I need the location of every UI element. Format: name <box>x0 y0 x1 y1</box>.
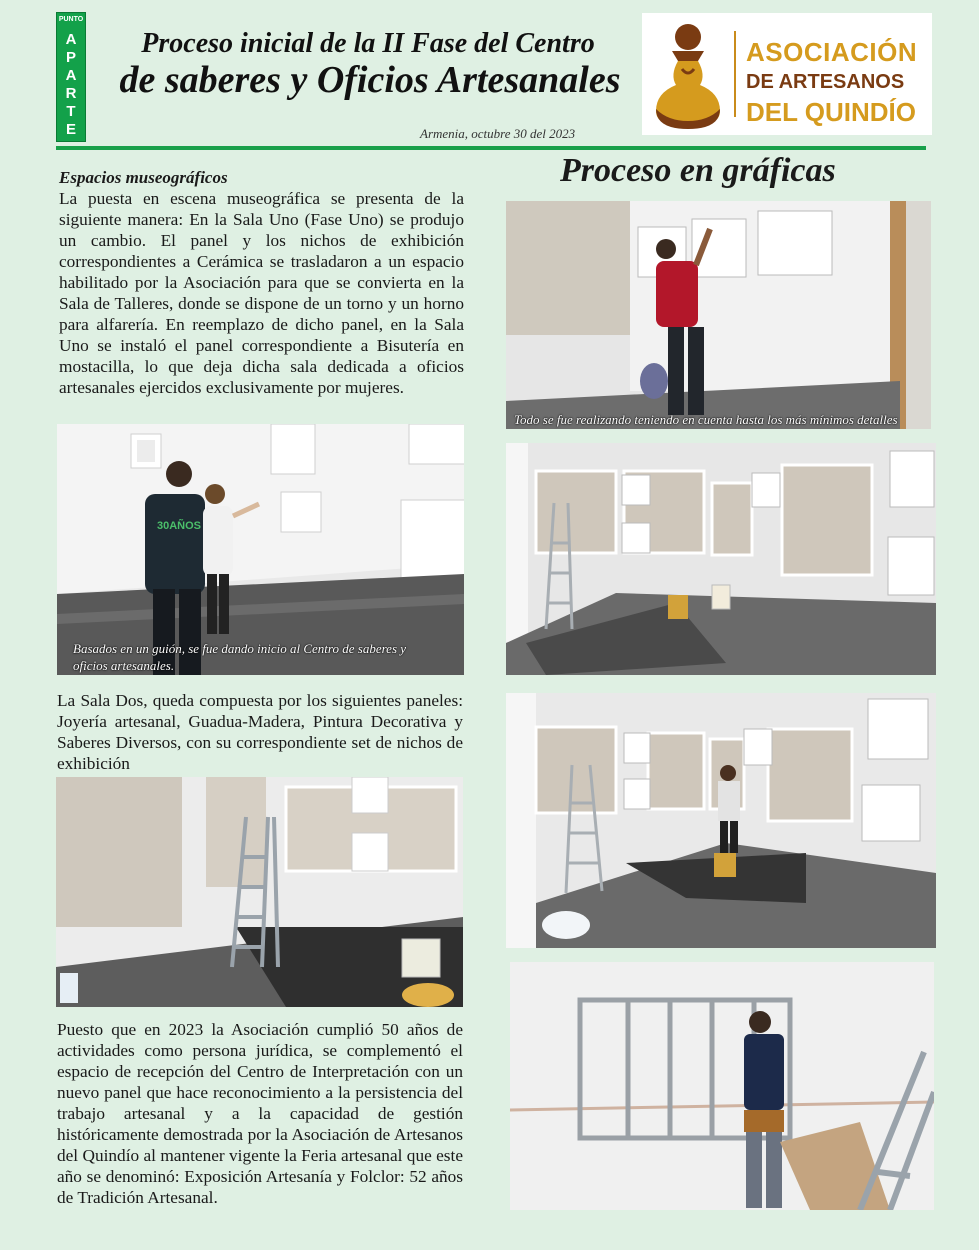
section-heading: Espacios museográficos <box>59 168 228 187</box>
header-rule <box>56 146 926 150</box>
association-logo <box>642 13 932 135</box>
logo-divider <box>734 31 736 117</box>
brand-tag <box>56 12 86 142</box>
photo-sala-dos-panels <box>56 777 463 1007</box>
photo-room-panels-ladder <box>506 443 936 675</box>
shirt-logo-text: 30AÑOS <box>157 520 202 532</box>
brand-letter: A <box>65 31 77 48</box>
brand-letter: T <box>66 103 76 120</box>
paragraph-1: La puesta en escena museográfica se presenta de la siguiente manera: En la Sala Uno (Fase Uno) se produjo un cambio. El panel y los nichos de exhibición correspondientes a Cerámica se trasladaron a un espacio habilitado por la Asociación para que se convierta en la Sala de Talleres, donde se dispone de un torno y un horno para alfarería. En reemplazo de dicho panel, en la Sala Uno se instaló el panel correspondiente a Bisutería en mostacilla, lo que deja dicha sala dedicada a oficios artesanales ejercidos exclusivamente por mujeres. <box>59 189 464 397</box>
logo-text-line-1: ASOCIACIÓN <box>746 37 918 67</box>
logo-text-line-2: DE ARTESANOS <box>746 71 905 93</box>
brand-letter: E <box>65 121 76 138</box>
headline-line-2: de saberes y Oficios Artesanales <box>119 59 621 101</box>
photo-metal-frame-installation <box>510 962 934 1210</box>
logo-text-line-3: DEL QUINDÍO <box>746 97 916 127</box>
photo-worker-installing-niches <box>506 201 931 429</box>
paragraph-2: La Sala Dos, queda compuesta por los siguientes paneles: Joyería artesanal, Guadua-Madera, Pintura Decorativa y Saberes Diversos, con su correspondiente set de nichos de exhibición <box>57 691 463 773</box>
photo-caption: Basados en un guión, se fue dando inicio al Centro de saberes y oficios artesanales. <box>73 641 407 673</box>
photo-worker-ladder <box>506 693 936 948</box>
dateline: Armenia, octubre 30 del 2023 <box>420 126 576 141</box>
brand-letter: A <box>65 67 77 84</box>
brand-letter: R <box>65 85 77 102</box>
photo-visitors-in-gallery <box>57 424 464 675</box>
pottery-logo-icon <box>642 13 734 135</box>
gallery-heading: Proceso en gráficas <box>560 152 836 189</box>
headline-line-1: Proceso inicial de la II Fase del Centro <box>141 28 595 59</box>
brand-letter: P <box>65 49 76 66</box>
photo-caption: Todo se fue realizando teniendo en cuenta hasta los más mínimos detalles <box>514 412 898 427</box>
brand-tag-small-text: PUNTO <box>58 16 84 23</box>
brand-tag-letters <box>57 31 85 139</box>
paragraph-3: Puesto que en 2023 la Asociación cumplió 50 años de actividades como persona jurídica, se complementó el espacio de recepción del Centro de Interpretación con un nuevo panel que hace reconocimiento a la persistencia del trabajo artesanal y a la capacidad de gestión históricamente demostrada por la Asociación de Artesanos del Quindío al mantener vigente la Feria artesanal que este año se denominó: Exposición Artesanía y Folclor: 52 años de Tradición Artesanal. <box>57 1020 463 1207</box>
